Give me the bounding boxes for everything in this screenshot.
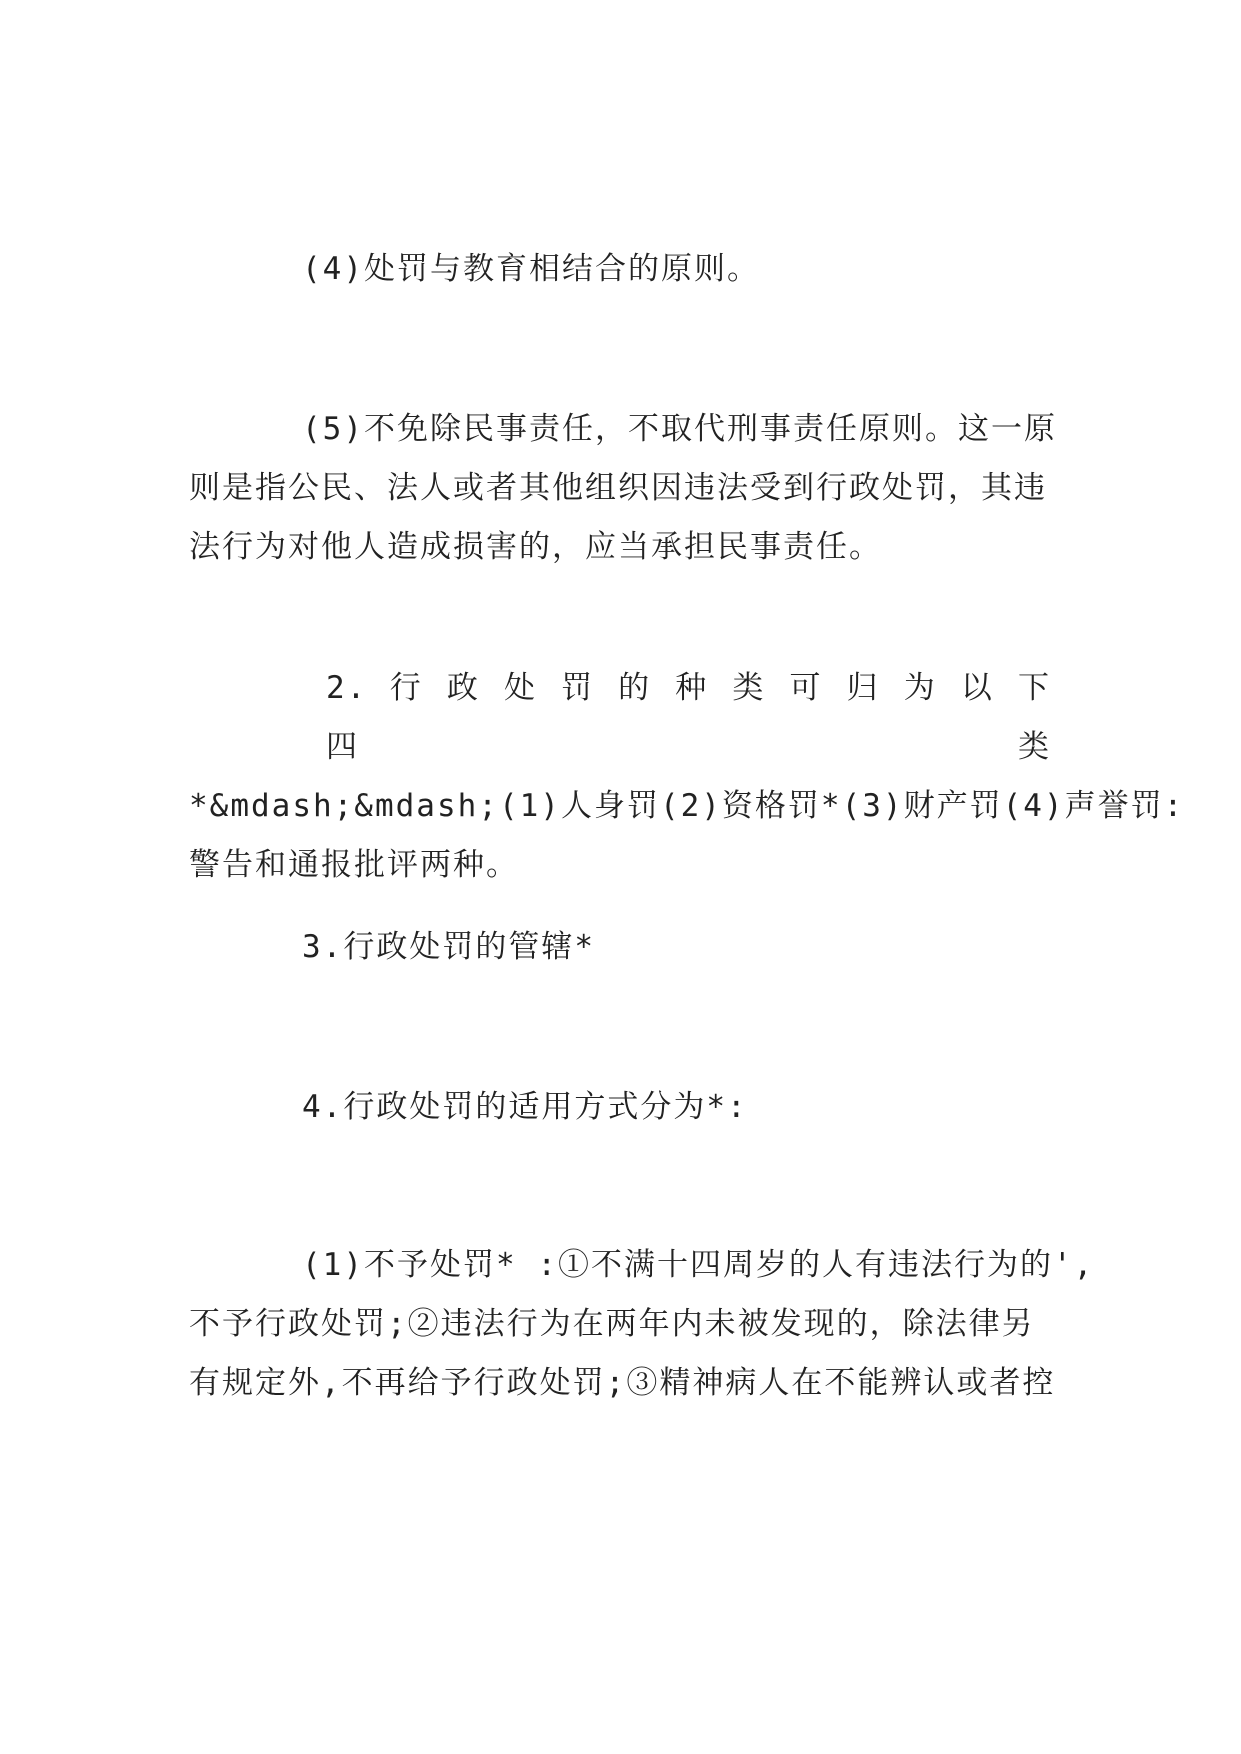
paragraph-line: (1)不予处罚* :①不满十四周岁的人有违法行为的',: [302, 1247, 1095, 1283]
paragraph-section-2: [189, 659, 1185, 895]
paragraph-line: 警告和通报批评两种。: [189, 847, 519, 883]
paragraph-principle-5: [189, 400, 1057, 577]
paragraph-section-4: [189, 1078, 1051, 1137]
paragraph-line: 法行为对他人造成损害的，应当承担民事责任。: [189, 529, 882, 565]
paragraph-line: *&mdash;&mdash;(1)人身罚(2)资格罚*(3)财产罚(4)声誉罚:: [189, 788, 1185, 824]
paragraph-line: 则是指公民、法人或者其他组织因违法受到行政处罚，其违: [189, 470, 1047, 506]
paragraph-line: 不予行政处罚;②违法行为在两年内未被发现的，除法律另: [189, 1306, 1035, 1342]
paragraph-line: (5)不免除民事责任，不取代刑事责任原则。这一原: [302, 411, 1057, 447]
paragraph-section-3: [189, 918, 1051, 977]
paragraph-line: 4.行政处罚的适用方式分为*:: [302, 1089, 748, 1125]
paragraph-line: 3.行政处罚的管辖*: [302, 929, 595, 965]
paragraph-line: 有规定外,不再给予行政处罚;③精神病人在不能辨认或者控: [189, 1365, 1056, 1401]
paragraph-line: 2. 行 政 处 罚 的 种 类 可 归 为 以 下 四 类: [326, 670, 1051, 765]
paragraph-line: (4)处罚与教育相结合的原则。: [302, 251, 760, 287]
paragraph-section-4-1: [189, 1236, 1095, 1413]
paragraph-principle-4: [189, 240, 1051, 299]
